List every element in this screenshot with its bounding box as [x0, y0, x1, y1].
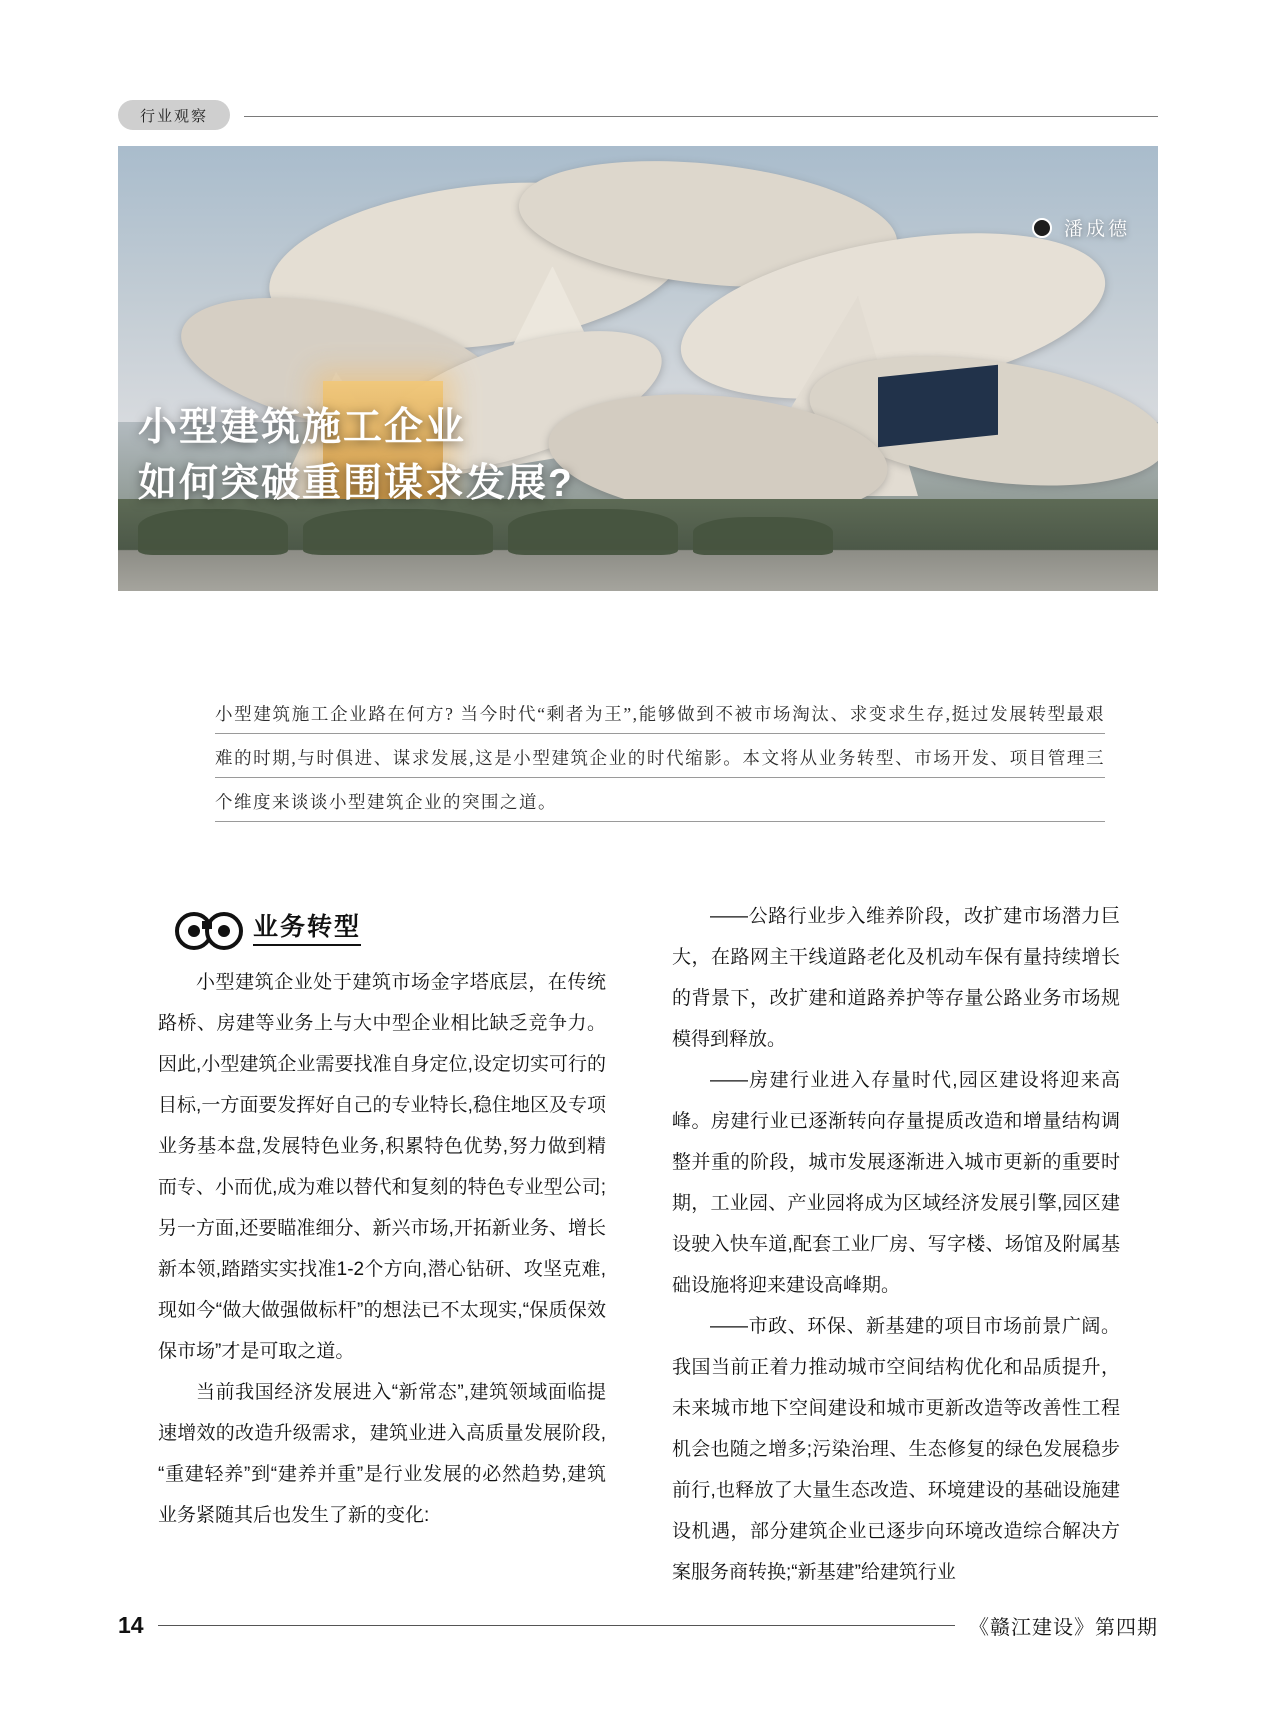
- shrub: [508, 509, 678, 555]
- issue-label: 《赣江建设》第四期: [969, 1616, 1158, 1639]
- article-title-line2: 如何突破重围谋求发展?: [138, 462, 574, 506]
- category-tag: 行业观察: [118, 100, 230, 130]
- lead-paragraph: 小型建筑施工企业路在何方? 当今时代“剩者为王”,能够做到不被市场淘汰、求变求生存,挺过发展转型最艰难的时期,与时俱进、谋求发展,这是小型建筑企业的时代缩影。本文将从业务转型、市场开发、项目管理三个维度来谈谈小型建筑企业的突围之道。: [215, 692, 1105, 824]
- paragraph: ——公路行业步入维养阶段，改扩建市场潜力巨大，在路网主干线道路老化及机动车保有量持续增长的背景下，改扩建和道路养护等存量公路业务市场规模得到释放。: [672, 906, 1120, 1050]
- hero-image: [118, 146, 1158, 591]
- article-title: [138, 400, 574, 513]
- page-number: 14: [118, 1611, 144, 1638]
- shrub: [303, 509, 493, 555]
- section-title: 业务转型: [253, 914, 361, 947]
- footer-divider: [158, 1625, 955, 1626]
- window-glass: [878, 365, 998, 448]
- author-name: 潘成德: [1063, 219, 1130, 240]
- binoculars-icon: [175, 912, 239, 946]
- body-column-left: [158, 962, 606, 1536]
- author-byline: [1032, 214, 1130, 241]
- page-footer: [118, 1610, 1158, 1640]
- paragraph: 当前我国经济发展进入“新常态”,建筑领域面临提速增效的改造升级需求，建筑业进入高质量发展阶段,“重建轻养”到“建养并重”是行业发展的必然趋势,建筑业务紧随其后也发生了新的变化:: [158, 1382, 606, 1526]
- body-column-right: [672, 896, 1120, 1593]
- shrub: [693, 517, 833, 555]
- header-divider: [244, 116, 1158, 117]
- bullet-icon: [1032, 218, 1052, 238]
- paragraph: ——房建行业进入存量时代,园区建设将迎来高峰。房建行业已逐渐转向存量提质改造和增量结构调整并重的阶段，城市发展逐渐进入城市更新的重要时期，工业园、产业园将成为区域经济发展引擎,园区建设驶入快车道,配套工业厂房、写字楼、场馆及附属基础设施将迎来建设高峰期。: [672, 1070, 1120, 1296]
- paragraph: 小型建筑企业处于建筑市场金字塔底层，在传统路桥、房建等业务上与大中型企业相比缺乏竞争力。因此,小型建筑企业需要找准自身定位,设定切实可行的目标,一方面要发挥好自己的专业特长,稳住地区及专项业务基本盘,发展特色业务,积累特色优势,努力做到精而专、小而优,成为难以替代和复刻的特色专业型公司;另一方面,还要瞄准细分、新兴市场,开拓新业务、增长新本领,踏踏实实找准1-2个方向,潜心钻研、攻坚克难,现如今“做大做强做标杆”的想法已不太现实,“保质保效保市场”才是可取之道。: [158, 972, 606, 1362]
- paragraph: ——市政、环保、新基建的项目市场前景广阔。我国当前正着力推动城市空间结构优化和品质提升，未来城市地下空间建设和城市更新改造等改善性工程机会也随之增多;污染治理、生态修复的绿色发展稳步前行,也释放了大量生态改造、环境建设的基础设施建设机遇，部分建筑企业已逐步向环境改造综合解决方案服务商转换;“新基建”给建筑行业: [672, 1316, 1120, 1583]
- article-title-line1: 小型建筑施工企业: [138, 405, 467, 449]
- section-heading: [175, 912, 361, 946]
- shrub: [138, 509, 288, 555]
- page-header: [118, 98, 1158, 132]
